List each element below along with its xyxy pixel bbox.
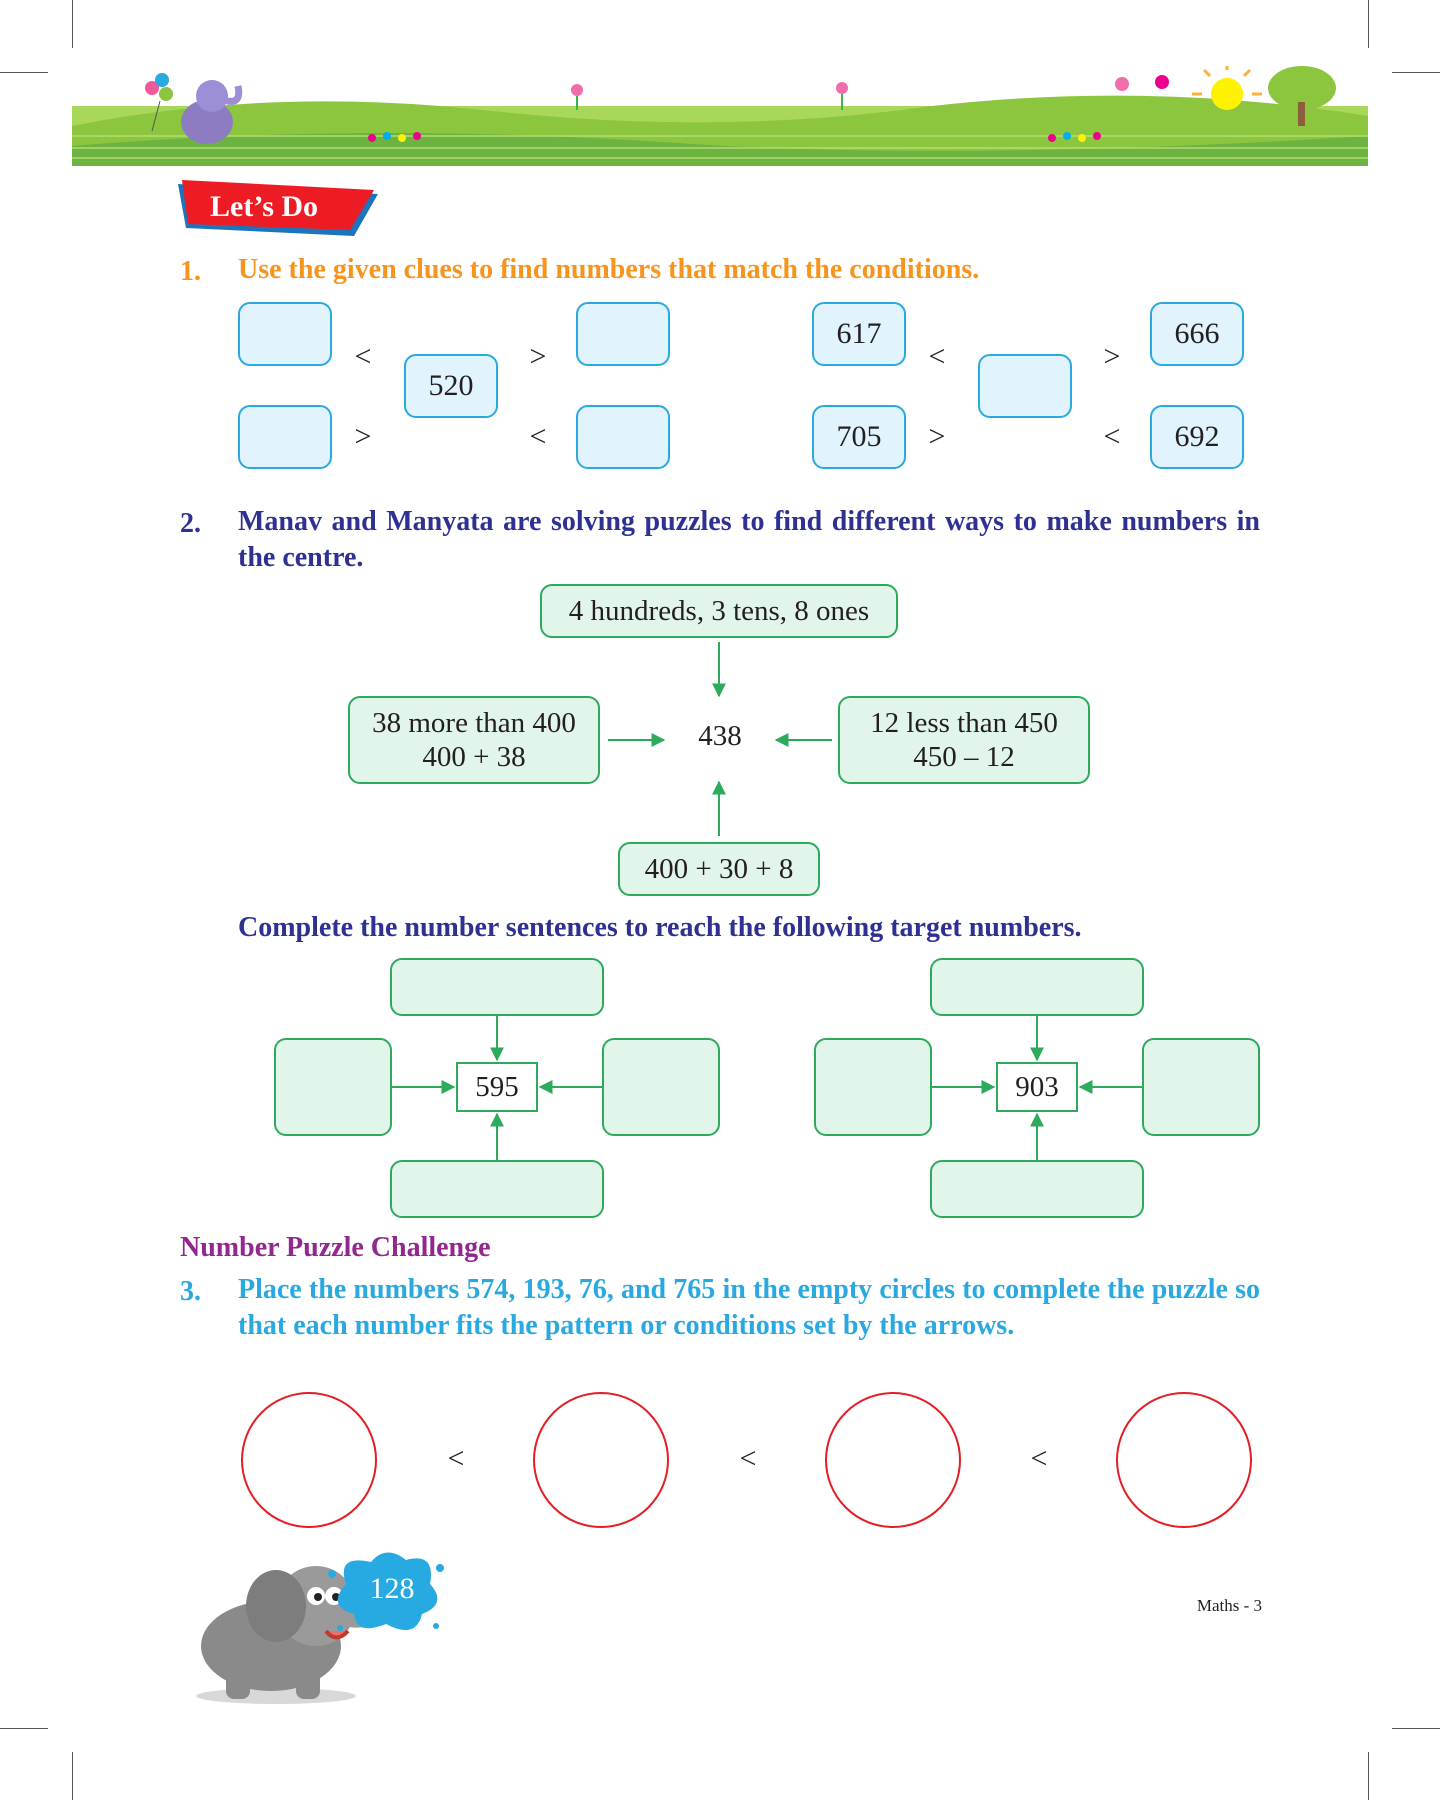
q2-number: 2. — [180, 508, 201, 539]
less-than-symbol: < — [354, 340, 372, 373]
example-top-text: 4 hundreds, 3 tens, 8 ones — [568, 595, 870, 627]
example-bottom-text: 400 + 30 + 8 — [644, 853, 794, 885]
q1-right-bottom-left-box: 705 — [812, 405, 906, 469]
page-number: 128 — [369, 1572, 415, 1605]
target1-number: 595 — [456, 1062, 538, 1112]
answer-circle-2[interactable] — [533, 1392, 669, 1528]
q1-left-center-box: 520 — [404, 354, 498, 418]
q3-number: 3. — [180, 1276, 201, 1307]
target2-number: 903 — [996, 1062, 1078, 1112]
less-than-symbol: < — [739, 1442, 757, 1475]
q1-number: 1. — [180, 256, 201, 287]
example-left-line2: 400 + 38 — [422, 741, 526, 773]
q1-text: Use the given clues to find numbers that match the conditions. — [238, 254, 980, 285]
greater-than-symbol: > — [1103, 340, 1121, 373]
q1-right-top-left-box: 617 — [812, 302, 906, 366]
greater-than-symbol: > — [354, 420, 372, 453]
book-title: Maths - 3 — [1196, 1596, 1262, 1615]
greater-than-symbol: > — [928, 420, 946, 453]
q1-right-bottom-right-box: 692 — [1150, 405, 1244, 469]
example-right-line2: 450 – 12 — [913, 741, 1015, 773]
less-than-symbol: < — [928, 340, 946, 373]
less-than-symbol: < — [1030, 1442, 1048, 1475]
less-than-symbol: < — [529, 420, 547, 453]
lets-do-badge: Let’s Do — [210, 190, 319, 223]
less-than-symbol: < — [1103, 420, 1121, 453]
q2-text: Manav and Manyata are solving puzzles to find different ways to make numbers in the centre. — [238, 506, 1260, 573]
example-left-line1: 38 more than 400 — [372, 707, 576, 739]
q2-instruction: Complete the number sentences to reach the following target numbers. — [238, 912, 1082, 943]
answer-circle-3[interactable] — [825, 1392, 961, 1528]
answer-circle-4[interactable] — [1116, 1392, 1252, 1528]
greater-than-symbol: > — [529, 340, 547, 373]
q3-text: Place the numbers 574, 193, 76, and 765 in the empty circles to complete the puzzle so that each number fits the pattern or conditions set by the arrows. — [238, 1274, 1260, 1341]
q1-right-top-right-box: 666 — [1150, 302, 1244, 366]
example-center-number: 438 — [698, 720, 742, 752]
answer-circle-1[interactable] — [241, 1392, 377, 1528]
challenge-heading: Number Puzzle Challenge — [180, 1232, 491, 1263]
less-than-symbol: < — [447, 1442, 465, 1475]
example-right-line1: 12 less than 450 — [870, 707, 1058, 739]
